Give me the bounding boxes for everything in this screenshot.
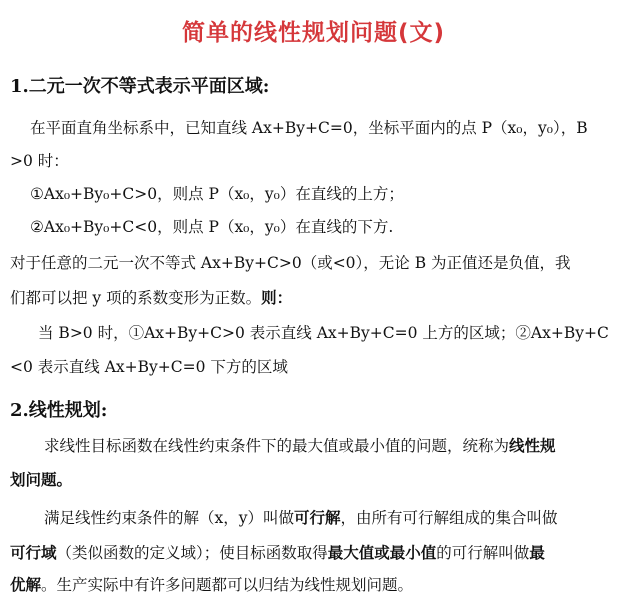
s2-p1-line1 bbox=[44, 434, 556, 456]
s1-p2-line1: 对于任意的二元一次不等式 Ax+By+C>0（或<0），无论 B 为正值还是负值，我 bbox=[10, 254, 571, 272]
section2-heading: 2.线性规划: bbox=[10, 400, 108, 421]
s1-p3-line1: 当 B>0 时，①Ax+By+C>0 表示直线 Ax+By+C=0 上方的区域；②Ax+By+C bbox=[38, 324, 609, 342]
s2-p2-line1-text-b: ，由所有可行解组成的集合叫做 bbox=[340, 509, 558, 527]
s2-p1-line1-bold: 线性规 bbox=[509, 436, 556, 455]
page-title: 简单的线性规划问题(文) bbox=[181, 20, 446, 46]
s2-p2-line1 bbox=[44, 506, 558, 528]
s2-term-optimal-end: 优解 bbox=[10, 575, 42, 594]
s2-p2-line1-text-a: 满足线性约束条件的解（x，y）叫做 bbox=[44, 509, 294, 527]
s2-p2-line3-text: 。生产实际中有许多问题都可以归结为线性规划问题。 bbox=[41, 576, 414, 594]
s2-term-feasible-solution: 可行解 bbox=[294, 508, 341, 527]
s1-p2-line2-text: 们都可以把 y 项的系数变形为正数。 bbox=[10, 289, 262, 307]
s2-p2-line2-text-a: （类似函数的定义域）；使目标函数取得 bbox=[56, 544, 328, 562]
s1-p2-line2 bbox=[10, 286, 292, 308]
s2-p2-line2-text-b: 的可行解叫做 bbox=[436, 544, 530, 562]
s1-item-2: ②Ax₀+By₀+C<0，则点 P（x₀，y₀）在直线的下方. bbox=[30, 218, 394, 236]
s1-p1-line2: >0 时： bbox=[10, 152, 69, 170]
s2-p1-line1-text: 求线性目标函数在线性约束条件下的最大值或最小值的问题，统称为 bbox=[44, 437, 510, 455]
s2-p1-line2: 划问题。 bbox=[10, 470, 73, 489]
s2-term-optimal-start: 最 bbox=[529, 543, 545, 562]
s1-p2-line2-bold: 则： bbox=[261, 288, 293, 307]
s1-p3-line2: <0 表示直线 Ax+By+C=0 下方的区域 bbox=[10, 358, 288, 376]
s2-p2-line3 bbox=[10, 573, 413, 595]
s2-term-feasible-region: 可行域 bbox=[10, 543, 57, 562]
s2-term-max-min: 最大值或最小值 bbox=[327, 543, 437, 562]
s1-item-1: ①Ax₀+By₀+C>0，则点 P（x₀，y₀）在直线的上方； bbox=[30, 185, 404, 203]
section1-heading: 1.二元一次不等式表示平面区域: bbox=[10, 76, 270, 97]
s2-p2-line2 bbox=[10, 541, 545, 563]
s1-p1-line1: 在平面直角坐标系中，已知直线 Ax+By+C=0，坐标平面内的点 P（x₀，y₀），B bbox=[30, 119, 588, 137]
